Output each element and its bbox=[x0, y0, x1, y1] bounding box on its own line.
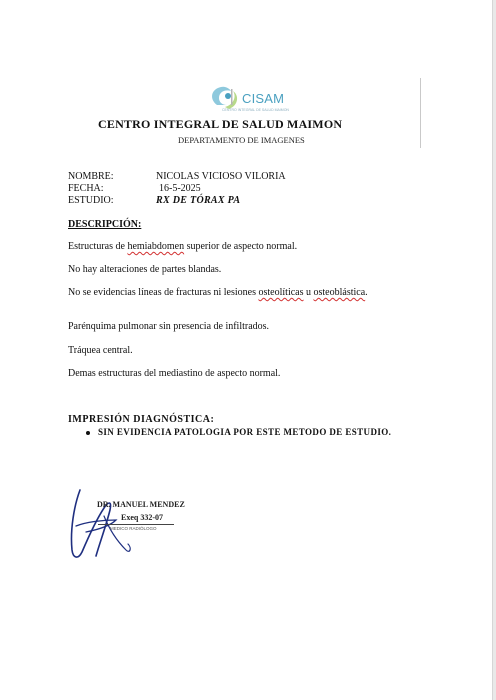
text-run: No se evidencias líneas de fracturas ni lesiones bbox=[68, 287, 259, 298]
signature-line bbox=[98, 524, 174, 525]
date-label: FECHA: bbox=[68, 183, 104, 194]
name-label: NOMBRE: bbox=[68, 171, 114, 182]
margin-guide bbox=[420, 78, 421, 148]
impression-item: SIN EVIDENCIA PATOLOGIA POR ESTE METODO DE ESTUDIO. bbox=[98, 427, 392, 437]
description-paragraph: Demas estructuras del mediastino de aspecto normal. bbox=[68, 368, 281, 379]
study-value: RX DE TÓRAX PA bbox=[156, 195, 241, 206]
department-title: DEPARTAMENTO DE IMAGENES bbox=[178, 135, 305, 145]
text-run: superior de aspecto normal. bbox=[184, 241, 298, 252]
text-run: Estructuras de bbox=[68, 241, 128, 252]
spellcheck-word: hemiabdomen bbox=[127, 241, 185, 252]
text-run: . bbox=[365, 287, 368, 298]
bullet-icon bbox=[86, 431, 90, 435]
description-paragraph bbox=[68, 287, 378, 299]
impression-title: IMPRESIÓN DIAGNÓSTICA: bbox=[68, 414, 215, 425]
signature-exequatur: Exeq 332-07 bbox=[121, 513, 163, 522]
description-paragraph: Tráquea central. bbox=[68, 345, 133, 356]
signature-name: DR. MANUEL MENDEZ bbox=[97, 500, 185, 509]
spellcheck-word: osteoblástica bbox=[313, 287, 366, 298]
spellcheck-word: osteolíticas bbox=[258, 287, 304, 298]
description-paragraph: No hay alteraciones de partes blandas. bbox=[68, 264, 222, 275]
signature-role: MEDICO RADIÓLOGO bbox=[110, 526, 157, 531]
description-paragraph bbox=[68, 241, 378, 253]
logo-subtitle: CENTRO INTEGRAL DE SALUD MAIMON bbox=[222, 108, 289, 112]
description-title: DESCRIPCIÓN: bbox=[68, 219, 142, 230]
name-value: NICOLAS VICIOSO VILORIA bbox=[156, 171, 286, 182]
center-title: CENTRO INTEGRAL DE SALUD MAIMON bbox=[98, 117, 343, 131]
study-label: ESTUDIO: bbox=[68, 195, 114, 206]
date-value: 16-5-2025 bbox=[159, 183, 201, 194]
description-paragraph: Parénquima pulmonar sin presencia de infiltrados. bbox=[68, 321, 270, 332]
logo-text: CISAM bbox=[242, 91, 285, 106]
text-run: u bbox=[303, 287, 314, 298]
